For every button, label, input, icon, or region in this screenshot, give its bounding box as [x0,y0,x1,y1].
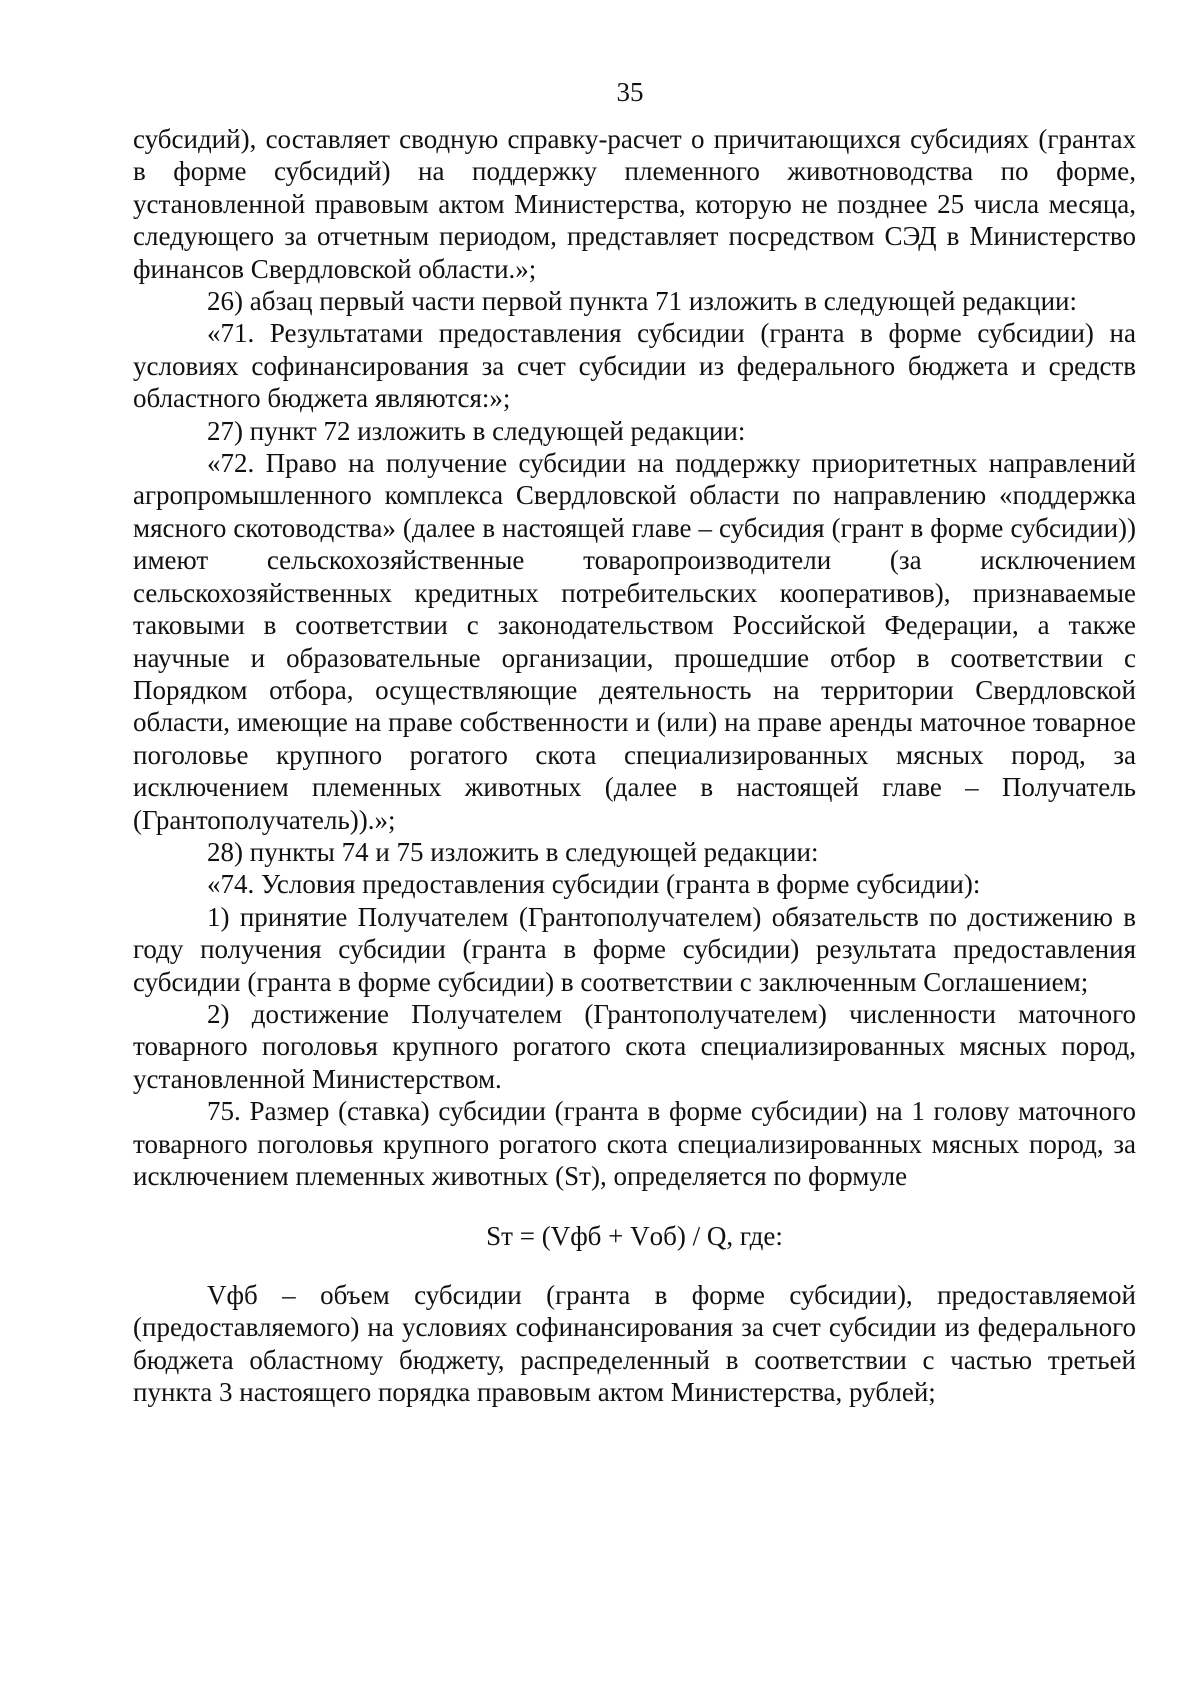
paragraph-condition-2: 2) достижение Получателем (Грантополучателем) численности маточного товарного поголовья крупного рогатого скота специализированных мясных пород, установленной Министерством. [133,998,1136,1094]
document-body [133,123,1136,1408]
paragraph-item-28: 28) пункты 74 и 75 изложить в следующей редакции: [207,836,819,867]
paragraph-point-72: «72. Право на получение субсидии на поддержку приоритетных направлений агропромышленного комплекса Свердловской области по направлению «поддержка мясного скотоводства» (далее в настоящей главе – субсидия (грант в форме субсидии)) имеют сельскохозяйственные товаропроизводители (за исключением сельскохозяйственных кредитных потребительских кооперативов), признаваемые таковыми в соответствии с законодательством Российской Федерации, а также научные и образовательные организации, прошедшие отбор в соответствии с Порядком отбора, осуществляющие деятельность на территории Свердловской области, имеющие на праве собственности и (или) на праве аренды маточное товарное поголовье крупного рогатого скота специализированных мясных пород, за исключением племенных животных (далее в настоящей главе – Получатель (Грантополучатель)).»; [133,448,1136,835]
page-number: 35 [616,77,644,107]
paragraph-item-26: 26) абзац первый части первой пункта 71 изложить в следующей редакции: [207,286,1078,317]
paragraph-condition-1: 1) принятие Получателем (Грантополучателем) обязательств по достижению в году получения субсидии (гранта в форме субсидии) результата предоставления субсидии (гранта в форме субсидии) в соответствии с заключенным Соглашением; [133,901,1136,997]
paragraph-point-71: «71. Результатами предоставления субсидии (гранта в форме субсидии) на условиях софинансирования за счет субсидии из федерального бюджета и средств областного бюджета являются:»; [133,318,1136,414]
paragraph-point-75: 75. Размер (ставка) субсидии (гранта в форме субсидии) на 1 голову маточного товарного поголовья крупного рогатого скота специализированных мясных пород, за исключением племенных животных (Sт), определяется по формуле [133,1096,1136,1191]
paragraph-definition-vfb: Vфб – объем субсидии (гранта в форме субсидии), предоставляемой (предоставляемого) на условиях софинансирования за счет субсидии из федерального бюджета областному бюджету, распределенный в соответствии с частью третьей пункта 3 настоящего порядка правовым актом Министерства, рублей; [133,1279,1136,1408]
paragraph-item-27: 27) пункт 72 изложить в следующей редакции: [207,415,746,446]
formula: Sт = (Vфб + Vоб) / Q, где: [486,1221,783,1252]
paragraph-point-74: «74. Условия предоставления субсидии (гранта в форме субсидии): [207,869,981,900]
paragraph-continuation: субсидий), составляет сводную справку-расчет о причитающихся субсидиях (грантах в форме субсидий) на поддержку племенного животноводства по форме, установленной правовым актом Министерства, которую не позднее 25 числа месяца, следующего за отчетным периодом, представляет посредством СЭД в Министерство финансов Свердловской области.»; [133,124,1136,284]
